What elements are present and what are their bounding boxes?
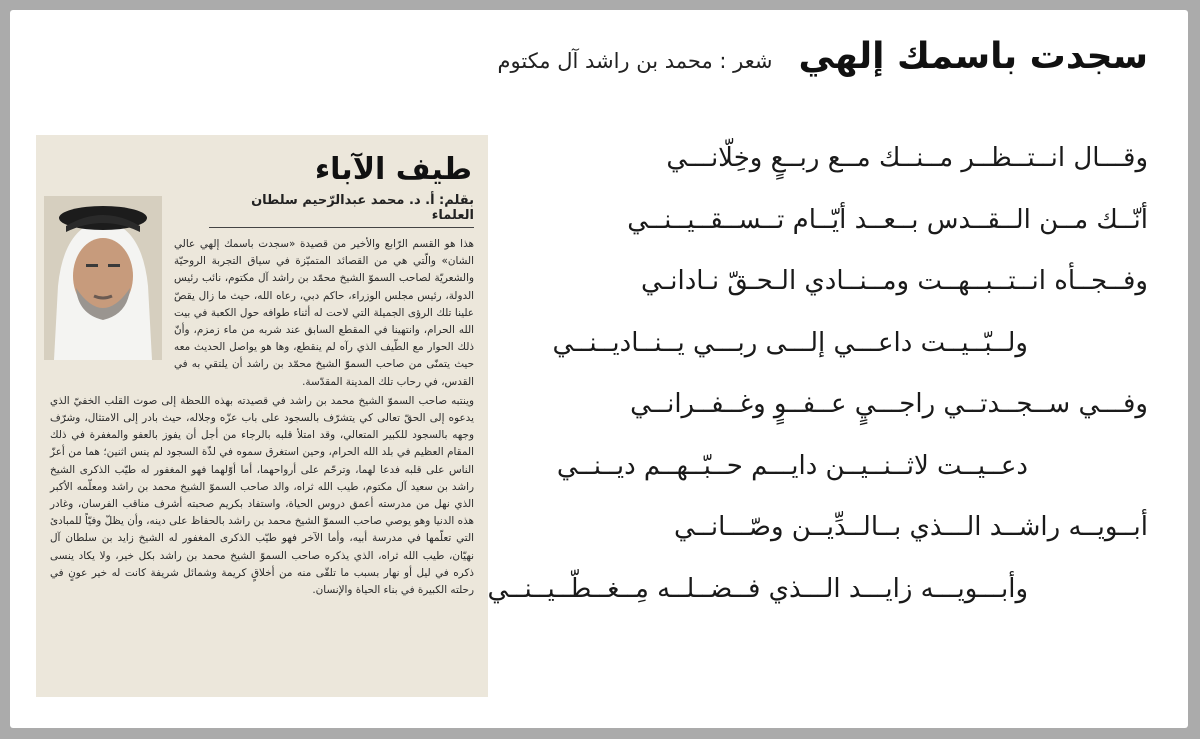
poem-body — [487, 128, 1148, 620]
author-portrait-icon — [44, 196, 162, 360]
poem-verse-4: ولــبّــيــت داعـــي إلـــى ربـــي يــنــاديــنــي — [552, 327, 1028, 358]
poem-verse-5: وفـــي ســجــدتــي راجـــيٍ عــفــوٍ وغــفــرانــي — [630, 389, 1148, 419]
commentary-author: بقلم: أ. د. محمد عبدالرّحيم سلطان العلماء — [209, 193, 474, 228]
poem-verse-2: أنّــك مــن الــقــدس بــعــد أيّــام تــســقــيــنــي — [627, 204, 1148, 235]
poem-verse-6: دعــيــت لاثــنــيــن دايـــم حــبّــهــم ديــنــي — [556, 450, 1028, 481]
newspaper-page — [10, 10, 1188, 728]
commentary-title: طيف الآباء — [314, 152, 472, 187]
header — [498, 36, 1149, 77]
author-photo — [44, 196, 162, 360]
commentary-paragraph-1: هذا هو القسم الرّابع والأخير من قصيدة «سجدت باسمك إلهي عالي الشان» والّتي هي من القصائد المتميّزة في سياق التجربة الروحيّة والشعريّة لصاحب السموّ الشيخ محمّد بن راشد آل مكتوم، نائب رئيس الدولة، رئيس مجلس الوزراء، حاكم دبي، رعاه الله، حيث ما زال يقصّ علينا تلك الرؤى الجميلة التي لاحت له أثناء طوافه حول الكعبة في بيت الله الحرام، وانتهينا في المقطع السابق عند شربه من ماء زمزم، وأنّ ذلك الحوار مع الطّيف الذي رآه لم ينقطع، وها هو يواصل الحديث معه حيث يتمنّى من صاحب السموّ الشيخ محمّد بن راشد أن يلتقي به في القدس، في رحاب تلك المدينة المقدّسة. — [174, 238, 474, 388]
page-title: سجدت باسمك إلهي — [798, 36, 1148, 77]
poet-byline: شعر : محمد بن راشد آل مكتوم — [497, 49, 773, 73]
poem-verse-1: وقـــال انــتــظــر مــنــك مــع ربــعٍ وخِلّانـــي — [666, 143, 1148, 173]
poem-verse-7: أبــويــه راشــد الـــذي بــالــدِّيــن وصّـــانــي — [673, 512, 1148, 542]
commentary-box — [36, 135, 488, 697]
commentary-paragraph-2: وينتبه صاحب السموّ الشيخ محمد بن راشد في قصيدته بهذه اللحظة إلى صوت القلب الخفيّ الذي يدعوه إلى الحقّ تعالى كي يتشرّف بالسجود على باب عزّه وجلاله، حيث بادر إلى الامتثال، وشرّف وجهه بالسجود للكبير المتعالي، وقد امتلأ قلبه بالرجاء من أجل أن يفوز بالعفو والمغفرة في ذلك المقام العظيم في بلد الله الحرام، وحين استغرق سموه في لذّة السجود لم ينس اثنين؛ هما من أعزّ الناس على قلبه فدعا لهما، وترحّم على أرواحهما، أما أوّلهما فهو المغفور له طيّب الذكرى الشيخ راشد بن سعيد آل مكتوم، طيب الله ثراه، والد صاحب السموّ الشيخ محمد بن راشد ومعلّمه الأكبر الذي نهل من مدرسته أعمق دروس الحياة، واستفاد بكريم صحبته أشرف مناقب الفرسان، وغادر هذه الدنيا وهو يوصي صاحب السموّ الشيخ محمد بن راشد بالحفاظ على دينه، وأن يظلّ وفيّاً للمبادئ التي تعلّمها في مدرسة أبيه، وأما الآخر فهو طيّب الذكرى المغفور له الشيخ زايد بن سلطان آل نهيّان، طيب الله ثراه، الذي يذكره صاحب السموّ الشيخ محمد بن راشد بكل خير، ولا يكاد ينسى ذكره في ليل أو نهار بسبب ما تلقّى منه من أخلاقٍ كريمة وشمائل شريفة كانت له خير عونٍ في رحلته الكبيرة في بناء الحياة والإنسان. — [50, 394, 474, 597]
poem-verse-3: وفــجــأه انــتــبــهــت ومــنــادي الـحـقّ نـادانـي — [640, 266, 1148, 296]
poem-verse-8: وأبـــويـــه زايـــد الـــذي فــضــلــه مِــغــطّــيــنــي — [487, 573, 1028, 604]
